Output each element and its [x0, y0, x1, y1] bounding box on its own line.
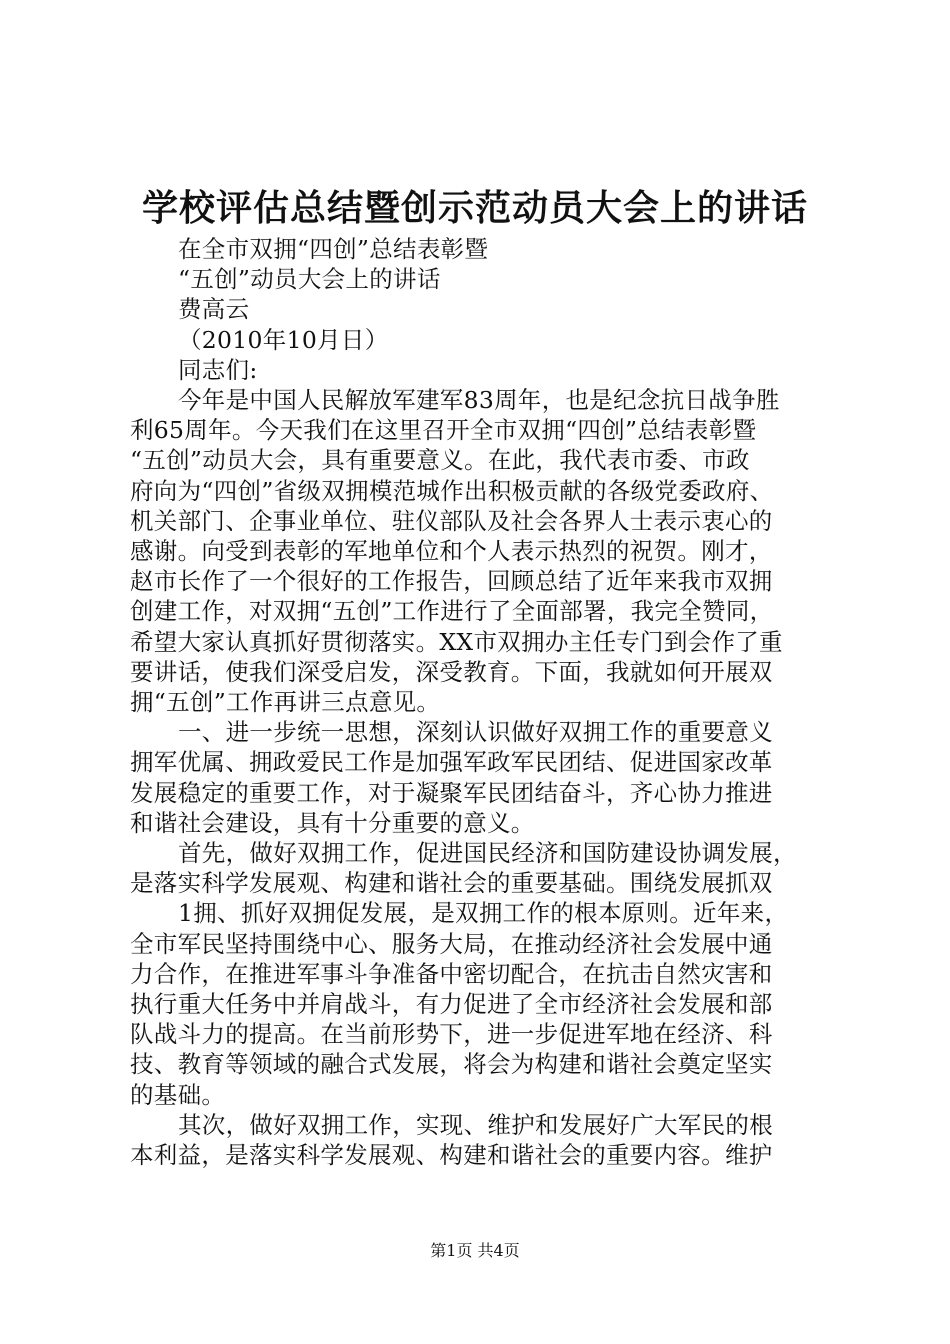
body-line: 技、教育等领域的融合式发展，将会为构建和谐社会奠定坚实: [130, 1050, 773, 1079]
body-line: 利65周年。今天我们在这里召开全市双拥“四创”总结表彰暨: [130, 416, 757, 445]
body-line: 拥军优属、拥政爱民工作是加强军政军民团结、促进国家改革: [130, 748, 773, 777]
body-line: 执行重大任务中并肩战斗，有力促进了全市经济社会发展和部: [130, 990, 773, 1019]
body-line: 发展稳定的重要工作，对于凝聚军民团结奋斗，齐心协力推进: [130, 778, 773, 807]
document-body: [130, 234, 830, 1170]
body-line: 感谢。向受到表彰的军地单位和个人表示热烈的祝贺。刚才，: [130, 537, 773, 566]
body-line: 一、进一步统一思想，深刻认识做好双拥工作的重要意义: [178, 718, 773, 747]
body-line: 力合作，在推进军事斗争准备中密切配合，在抗击自然灾害和: [130, 959, 773, 988]
body-line: 希望大家认真抓好贯彻落实。XX市双拥办主任专门到会作了重: [130, 627, 783, 656]
body-line: 在全市双拥“四创”总结表彰暨: [178, 235, 489, 263]
body-line: 1拥、抓好双拥促发展，是双拥工作的根本原则。近年来，: [178, 899, 789, 928]
body-line: 机关部门、企事业单位、驻仪部队及社会各界人士表示衷心的: [130, 506, 773, 535]
body-line: 首先，做好双拥工作，促进国民经济和国防建设协调发展，: [178, 839, 797, 868]
body-line: 本利益，是落实科学发展观、构建和谐社会的重要内容。维护: [130, 1141, 773, 1170]
page-footer: 第1页 共4页: [430, 1241, 520, 1260]
body-line: 要讲话，使我们深受启发，深受教育。下面，我就如何开展双: [130, 657, 773, 686]
body-line: 拥“五创”工作再讲三点意见。: [130, 688, 441, 717]
body-line: 其次，做好双拥工作，实现、维护和发展好广大军民的根: [178, 1110, 773, 1139]
body-line: （2010年10月日）: [178, 325, 389, 354]
body-line: “五创”动员大会，具有重要意义。在此，我代表市委、市政: [130, 446, 750, 475]
document-title: 学校评估总结暨创示范动员大会上的讲话: [141, 187, 808, 229]
body-line: 全市军民坚持围绕中心、服务大局，在推动经济社会发展中通: [130, 929, 773, 958]
body-line: 府向为“四创”省级双拥模范城作出积极贡献的各级党委政府、: [130, 476, 774, 505]
body-line: 是落实科学发展观、构建和谐社会的重要基础。围绕发展抓双: [130, 869, 773, 898]
body-line: 同志们:: [178, 355, 258, 384]
body-line: “五创”动员大会上的讲话: [178, 265, 441, 294]
body-line: 赵市长作了一个很好的工作报告，回顾总结了近年来我市双拥: [130, 567, 773, 596]
body-line: 创建工作，对双拥“五创”工作进行了全面部署，我完全赞同，: [130, 597, 774, 626]
body-line: 今年是中国人民解放军建军83周年，也是纪念抗日战争胜: [178, 386, 780, 415]
body-line: 的基础。: [130, 1080, 226, 1109]
body-line: 队战斗力的提高。在当前形势下，进一步促进军地在经济、科: [130, 1020, 773, 1049]
body-line: 和谐社会建设，具有十分重要的意义。: [130, 808, 535, 837]
body-line: 费高云: [178, 295, 250, 324]
